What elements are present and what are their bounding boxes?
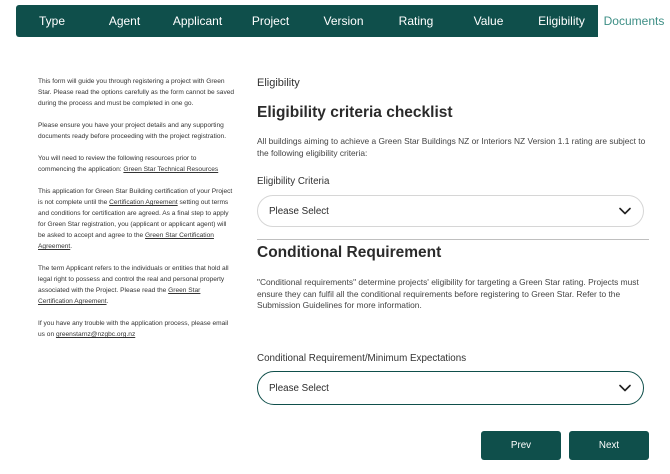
info-contact: If you have any trouble with the application process, please email us on greenstarnz@nzgbc.org.nz <box>38 320 229 338</box>
step-rating[interactable]: Rating <box>398 14 434 28</box>
section-label: Eligibility <box>257 77 300 89</box>
info-intro: This form will guide you through registering a project with Green Star. Please read the options carefully as the form cannot be saved during the process and must be completed in one go. <box>38 78 235 107</box>
minimum-expectations-value: Please Select <box>269 382 329 394</box>
next-button[interactable]: Next <box>569 431 649 460</box>
chevron-down-icon <box>619 207 631 215</box>
step-eligibility[interactable]: Eligibility <box>538 14 585 28</box>
conditional-description: "Conditional requirements" determine projects' eligibility for targeting a Green Star rating. Projects must ensure they can fulfil all the conditional requirements before registering to Green Star. Refer to the Submission Guidelines for more information. <box>257 277 639 310</box>
eligibility-criteria-value: Please Select <box>269 205 329 217</box>
eligibility-criteria-select[interactable] <box>257 195 644 227</box>
eligibility-criteria-label: Eligibility Criteria <box>257 176 330 187</box>
contact-email-link[interactable]: greenstarnz@nzgbc.org.nz <box>55 331 136 338</box>
green-star-certification-agreement-link[interactable]: Green Star Certification Agreement <box>38 232 214 250</box>
info-certification: This application for Green Star Building certification of your Project is not complete until the Certification Agreement setting out terms and conditions for certification are agreed. As a final step to apply for Green Star registration, you (applicant or applicant agent) will be asked to accept and agree to the Green Star Certification Agreement. <box>38 188 233 250</box>
minimum-expectations-select[interactable] <box>257 371 644 405</box>
checklist-description: All buildings aiming to achieve a Green Star Buildings NZ or Interiors NZ Version 1.1 rating are subject to the following eligibility criteria: <box>257 136 646 158</box>
chevron-down-icon <box>619 384 631 392</box>
step-navigation <box>16 5 670 37</box>
step-version[interactable]: Version <box>323 14 364 28</box>
certification-agreement-link[interactable]: Certification Agreement <box>109 199 178 206</box>
step-documents[interactable]: Documents <box>598 5 670 37</box>
minimum-expectations-label: Conditional Requirement/Minimum Expectations <box>257 353 467 364</box>
step-project[interactable]: Project <box>251 14 290 28</box>
info-resources: You will need to review the following resources prior to commencing the application: Green Star Technical Resources <box>38 155 219 173</box>
info-applicant: The term Applicant refers to the individuals or entities that hold all legal right to possess and control the real and personal property associated with the Project. Please read the Green Star Certification Agreement. <box>38 265 229 305</box>
step-applicant[interactable]: Applicant <box>172 14 223 28</box>
checklist-heading: Eligibility criteria checklist <box>257 104 453 121</box>
info-prepare: Please ensure you have your project details and any supporting documents ready before proceeding with the project registration. <box>38 122 227 140</box>
step-agent[interactable]: Agent <box>108 14 141 28</box>
step-value[interactable]: Value <box>473 14 504 28</box>
step-type[interactable]: Type <box>38 14 65 28</box>
info-panel <box>38 76 235 351</box>
conditional-heading: Conditional Requirement <box>257 244 442 261</box>
prev-button[interactable]: Prev <box>481 431 561 460</box>
technical-resources-link[interactable]: Green Star Technical Resources <box>123 166 219 173</box>
section-divider <box>257 239 649 240</box>
certification-agreement-link-2[interactable]: Green Star Certification Agreement <box>38 287 201 305</box>
